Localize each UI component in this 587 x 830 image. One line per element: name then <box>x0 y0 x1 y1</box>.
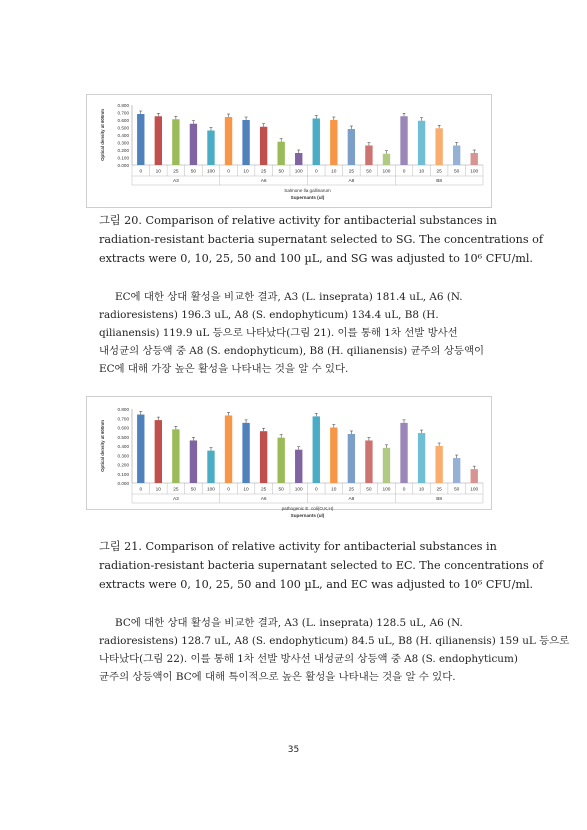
y-axis-title: Optical density at 600nm <box>100 109 105 161</box>
x-tick-label: 0 <box>402 487 406 493</box>
x-tick-label: 50 <box>278 169 284 175</box>
x-tick-label: 25 <box>348 169 355 175</box>
bar <box>242 423 249 483</box>
bar <box>190 440 197 483</box>
caption-line: radiation-resistant bacteria supernatant selected to SG. The concentrations of <box>99 233 544 246</box>
group-label: A6 <box>260 497 267 502</box>
y-tick-label: 0.500 <box>117 125 129 131</box>
bar <box>348 434 355 483</box>
caption-line: extracts were 0, 10, 25, 50 and 100 µL, and SG was adjusted to 10⁶ CFU/ml. <box>99 252 533 265</box>
x-tick-label: 10 <box>418 169 425 175</box>
bar <box>400 116 407 165</box>
bar <box>277 438 284 483</box>
bar <box>207 131 214 166</box>
x-tick-label: 10 <box>155 169 161 175</box>
group-label: A3 <box>172 179 179 184</box>
x-tick-label: 0 <box>402 169 406 175</box>
bar <box>330 428 337 484</box>
bar <box>313 119 320 166</box>
y-tick-label: 0.000 <box>117 481 129 486</box>
x-tick-label: 100 <box>206 169 215 175</box>
x-tick-label: 10 <box>243 487 249 493</box>
y-tick-label: 0.800 <box>117 103 129 108</box>
figure-20-chart <box>86 94 492 208</box>
bar <box>348 129 355 165</box>
x-tick-label: 50 <box>366 169 372 175</box>
x-tick-label: 10 <box>155 487 161 493</box>
x-tick-label: 0 <box>139 169 143 175</box>
paragraph-line: EC에 대한 상대 활성을 비교한 결과, A3 (L. inseprata) 181.4 uL, A6 (N. <box>115 291 463 303</box>
x-tick-label: 100 <box>294 487 303 493</box>
paragraph-line: EC에 대해 가장 높은 활성을 나타내는 것을 알 수 있다. <box>99 363 349 375</box>
paragraph-line: 균주의 상등액이 BC에 대해 특이적으로 높은 활성을 나타내는 것을 알 수 있다. <box>99 671 456 683</box>
x-tick-label: 0 <box>314 169 318 175</box>
y-tick-label: 0.400 <box>117 133 129 138</box>
group-label: A8 <box>348 497 355 502</box>
x-tick-label: 10 <box>331 169 337 175</box>
x-tick-label: 100 <box>470 169 479 175</box>
figure-21-chart <box>86 396 492 518</box>
group-label: A8 <box>348 179 355 184</box>
bar <box>435 128 442 165</box>
bar <box>383 154 390 165</box>
bar <box>207 451 214 483</box>
x-tick-label: 50 <box>278 487 284 493</box>
bar <box>260 127 267 165</box>
x-tick-label: 100 <box>382 487 391 493</box>
caption-line: 그림 21. Comparison of relative activity for antibacterial substances in <box>99 540 497 553</box>
caption-line: radiation-resistant bacteria supernatant selected to EC. The concentrations of <box>99 559 544 572</box>
x-tick-label: 50 <box>454 169 460 175</box>
paragraph-ec-results <box>99 288 491 378</box>
bar <box>295 450 302 483</box>
bar <box>172 119 179 165</box>
bar <box>242 120 249 165</box>
x-axis-title: Supernants (ul) <box>290 195 325 200</box>
y-tick-label: 0.200 <box>117 462 129 468</box>
x-axis-subtitle: pathogenic E. coli(O,K,H) <box>281 506 334 511</box>
x-tick-label: 0 <box>227 169 230 175</box>
x-tick-label: 25 <box>173 169 179 175</box>
bar <box>277 142 284 165</box>
x-tick-label: 0 <box>227 487 230 493</box>
x-tick-label: 25 <box>173 487 179 493</box>
bar <box>418 433 425 483</box>
x-tick-label: 10 <box>243 169 249 175</box>
bar-chart-salmonella <box>87 95 491 207</box>
bar <box>471 153 478 165</box>
group-label: A6 <box>260 179 267 184</box>
paragraph-line: qilianensis) 119.9 uL 등으로 나타났다(그림 21). 이를 통해 1차 선발 방사선 <box>99 327 458 339</box>
bar <box>190 124 197 165</box>
x-tick-label: 50 <box>366 487 372 493</box>
y-tick-label: 0.600 <box>117 118 129 123</box>
bar <box>453 458 460 483</box>
y-tick-label: 0.800 <box>117 407 129 412</box>
paragraph-line: radioresistens) 128.7 uL, A8 (S. endophyticum) 84.5 uL, B8 (H. qilianensis) 159 uL 등으로 <box>99 635 570 647</box>
x-tick-label: 50 <box>454 487 460 493</box>
group-label: B8 <box>436 179 443 184</box>
y-tick-label: 0.700 <box>117 416 129 422</box>
bar <box>225 117 232 165</box>
caption-line: extracts were 0, 10, 25, 50 and 100 µL, and EC was adjusted to 10⁶ CFU/ml. <box>99 578 534 591</box>
y-tick-label: 0.200 <box>117 148 129 153</box>
bar <box>225 415 232 483</box>
bar <box>313 416 320 483</box>
y-tick-label: 0.100 <box>117 155 129 161</box>
x-tick-label: 100 <box>470 487 479 493</box>
x-tick-label: 25 <box>436 169 442 175</box>
page-number: 35 <box>287 745 300 755</box>
y-tick-label: 0.700 <box>117 110 129 116</box>
figure-21-caption <box>99 537 544 594</box>
y-tick-label: 0.600 <box>117 425 129 431</box>
bar <box>260 431 267 483</box>
x-tick-label: 0 <box>139 487 143 493</box>
x-tick-label: 25 <box>436 487 442 493</box>
x-tick-label: 25 <box>260 487 267 493</box>
paragraph-line: 내성균의 상등액 중 A8 (S. endophyticum), B8 (H. qilianensis) 균주의 상등액이 <box>99 345 485 357</box>
bar-chart-ecoli <box>87 397 491 527</box>
y-axis-title: Optical density at 600nm <box>100 420 105 472</box>
group-label: A3 <box>172 497 179 502</box>
bar <box>137 114 144 165</box>
bar <box>453 146 460 166</box>
paragraph-bc-results <box>99 614 570 686</box>
paragraph-line: BC에 대한 상대 활성을 비교한 결과, A3 (L. inseprata) 128.5 uL, A6 (N. <box>115 617 463 629</box>
y-tick-label: 0.400 <box>117 444 129 449</box>
figure-20-caption <box>99 211 544 268</box>
bar <box>418 121 425 165</box>
bar <box>155 420 162 483</box>
x-tick-label: 10 <box>331 487 337 493</box>
paragraph-line: 나타났다(그림 22). 이를 통해 1차 선발 방사선 내성균의 상등액 중 A8 (S. endophyticum) <box>99 653 518 665</box>
x-tick-label: 25 <box>348 487 355 493</box>
bar <box>383 448 390 483</box>
paragraph-line: radioresistens) 196.3 uL, A8 (S. endophyticum) 134.4 uL, B8 (H. <box>99 309 439 321</box>
x-tick-label: 25 <box>260 169 267 175</box>
bar <box>155 116 162 165</box>
x-axis-subtitle: Salmone lla gallinarum <box>284 188 331 193</box>
bar <box>400 423 407 483</box>
y-tick-label: 0.300 <box>117 453 129 459</box>
bar <box>172 429 179 483</box>
bar <box>365 440 372 483</box>
y-tick-label: 0.500 <box>117 434 129 440</box>
x-axis-title: Supernants (ul) <box>290 513 325 518</box>
caption-line: 그림 20. Comparison of relative activity for antibacterial substances in <box>99 214 497 227</box>
group-label: B8 <box>436 497 443 502</box>
bar <box>365 146 372 166</box>
x-tick-label: 100 <box>382 169 391 175</box>
bar <box>435 446 442 483</box>
bar <box>137 415 144 483</box>
x-tick-label: 100 <box>206 487 215 493</box>
x-tick-label: 0 <box>314 487 318 493</box>
bar <box>330 120 337 165</box>
x-tick-label: 10 <box>418 487 425 493</box>
y-tick-label: 0.100 <box>117 471 129 477</box>
x-tick-label: 100 <box>294 169 303 175</box>
y-tick-label: 0.000 <box>117 163 129 168</box>
bar <box>295 153 302 165</box>
bar <box>471 469 478 483</box>
x-tick-label: 50 <box>190 487 197 493</box>
x-tick-label: 50 <box>190 169 197 175</box>
y-tick-label: 0.300 <box>117 140 129 146</box>
